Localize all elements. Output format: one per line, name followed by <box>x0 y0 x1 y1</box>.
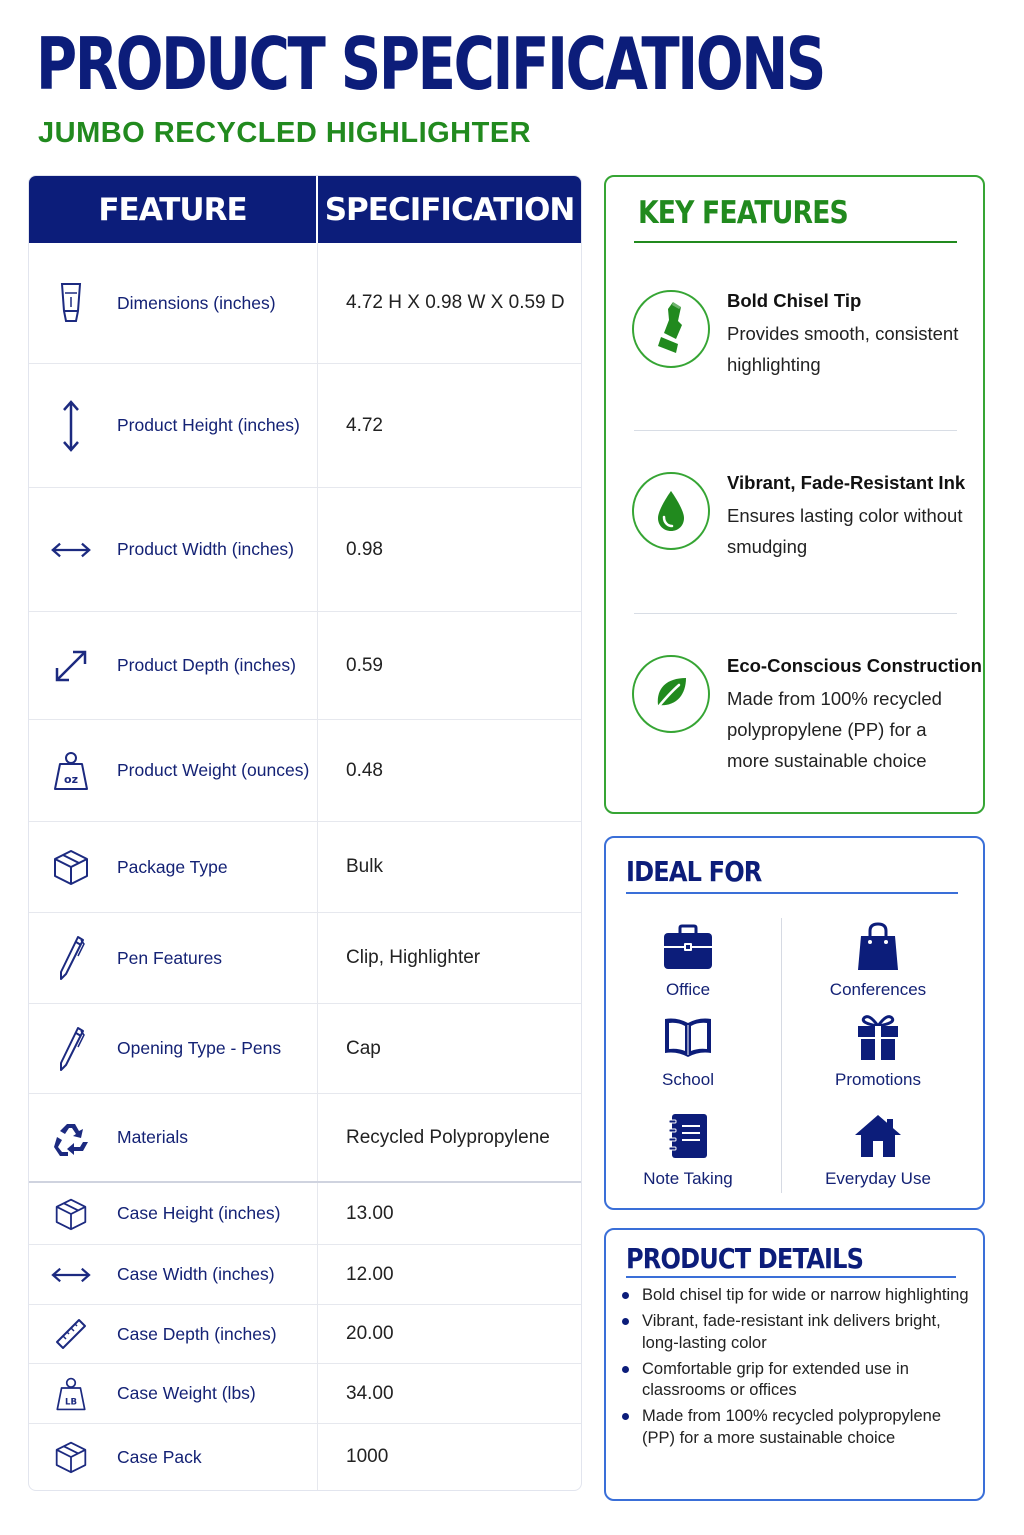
table-row <box>29 243 581 364</box>
gift-icon <box>851 1010 905 1064</box>
spec-value: 0.59 <box>346 654 383 676</box>
ideal-label: Note Taking <box>643 1169 733 1188</box>
spec-table-header <box>29 176 581 243</box>
page-subtitle: JUMBO RECYCLED HIGHLIGHTER <box>38 117 532 149</box>
house-icon <box>851 1109 905 1163</box>
feature-column-header: FEATURE <box>29 176 318 243</box>
svg-text:LB: LB <box>65 1396 77 1407</box>
spec-value: 0.48 <box>346 759 383 781</box>
table-row <box>29 1245 581 1305</box>
weight-lb-icon <box>51 1374 91 1414</box>
list-item: Comfortable grip for extended use in classrooms or offices <box>620 1359 970 1402</box>
bullet-icon <box>622 1292 629 1299</box>
spec-table <box>28 175 582 1491</box>
feature-label: Product Weight (ounces) <box>117 760 310 780</box>
pen-icon <box>51 1029 91 1069</box>
feature-label: Case Pack <box>117 1446 202 1467</box>
bullet-icon <box>622 1366 629 1373</box>
bullet-icon <box>622 1413 629 1420</box>
table-row <box>29 488 581 612</box>
table-row <box>29 364 581 488</box>
feature-label: Case Width (inches) <box>117 1264 275 1284</box>
key-feature-title: Eco-Conscious Construction <box>727 655 982 676</box>
feature-label: Case Weight (lbs) <box>117 1383 256 1403</box>
pen-icon <box>51 938 91 978</box>
briefcase-icon <box>661 920 715 974</box>
ideal-item-everyday-use <box>803 1109 953 1189</box>
product-details-title: PRODUCT DETAILS <box>626 1242 864 1275</box>
feature-label: Materials <box>117 1127 188 1147</box>
bullet-icon <box>622 1318 629 1325</box>
feature-label: Package Type <box>117 856 228 877</box>
table-row <box>29 1305 581 1364</box>
key-features-separator <box>634 613 957 614</box>
ruler-icon <box>51 1314 91 1354</box>
list-item: Bold chisel tip for wide or narrow highlighting <box>620 1285 970 1307</box>
diagonal-arrow-icon <box>51 646 91 686</box>
svg-text:oz: oz <box>64 772 78 786</box>
vertical-arrow-icon <box>51 406 91 446</box>
feature-label: Dimensions (inches) <box>117 292 276 313</box>
ideal-label: Office <box>665 980 711 999</box>
product-details-panel <box>604 1228 985 1501</box>
feature-label: Pen Features <box>117 947 223 968</box>
spec-value: 0.98 <box>346 538 383 560</box>
product-details-list <box>620 1285 970 1454</box>
table-row <box>29 1004 581 1094</box>
spec-value: Bulk <box>346 856 383 877</box>
table-row <box>29 1183 581 1245</box>
spec-value: 34.00 <box>346 1382 394 1404</box>
product-details-divider <box>626 1276 956 1278</box>
feature-label: Case Height (inches) <box>117 1203 281 1223</box>
spec-value: Recycled Polypropylene <box>346 1126 550 1148</box>
spec-value: 4.72 <box>346 414 383 436</box>
spec-value: Cap <box>346 1037 381 1059</box>
ideal-item-promotions <box>803 1010 953 1090</box>
key-features-separator <box>634 430 957 431</box>
leaf-icon <box>632 655 710 733</box>
list-item: Vibrant, fade-resistant ink delivers bright, long-lasting color <box>620 1311 970 1354</box>
page-title: PRODUCT SPECIFICATIONS <box>36 22 825 106</box>
table-row <box>29 720 581 822</box>
ideal-for-title: IDEAL FOR <box>626 855 762 888</box>
table-row <box>29 822 581 913</box>
table-row <box>29 1424 581 1490</box>
recycle-icon <box>51 1118 91 1158</box>
ideal-item-conferences <box>803 920 953 1000</box>
specification-column-header: SPECIFICATION <box>324 191 575 228</box>
ideal-label: School <box>662 1070 714 1089</box>
ideal-label: Everyday Use <box>825 1169 931 1188</box>
spec-value: 1000 <box>346 1446 389 1467</box>
feature-label: Product Height (inches) <box>117 415 300 435</box>
spec-value: 13.00 <box>346 1202 394 1224</box>
key-feature-desc: Made from 100% recycled polypropylene (PP) for a more sustainable choice <box>727 688 942 771</box>
ideal-label: Promotions <box>835 1070 921 1089</box>
package-box-icon <box>51 1194 91 1234</box>
spec-value: Clip, Highlighter <box>346 947 481 968</box>
horizontal-arrow-icon <box>51 1255 91 1295</box>
spec-value: 4.72 H X 0.98 W X 0.59 D <box>346 292 565 313</box>
package-box-icon <box>51 1437 91 1477</box>
package-box-icon <box>51 847 91 887</box>
spec-value: 12.00 <box>346 1263 394 1285</box>
ink-drop-icon <box>632 472 710 550</box>
key-feature-title: Bold Chisel Tip <box>727 290 862 311</box>
key-feature-desc: Ensures lasting color without smudging <box>727 505 963 557</box>
key-features-panel <box>604 175 985 814</box>
feature-label: Product Width (inches) <box>117 539 295 559</box>
key-features-title: KEY FEATURES <box>638 195 848 231</box>
ideal-for-divider <box>626 892 958 894</box>
ideal-item-note-taking <box>613 1109 763 1189</box>
notebook-icon <box>661 1109 715 1163</box>
shopping-bag-icon <box>851 920 905 974</box>
ideal-item-school <box>613 1010 763 1090</box>
highlighter-outline-icon <box>51 283 91 323</box>
ideal-item-office <box>613 920 763 1000</box>
table-row <box>29 1364 581 1424</box>
horizontal-arrow-icon <box>51 530 91 570</box>
feature-label: Product Depth (inches) <box>117 655 296 675</box>
weight-oz-icon <box>51 751 91 791</box>
ideal-label: Conferences <box>829 980 927 999</box>
spec-value: 20.00 <box>346 1323 394 1344</box>
key-feature-desc: Provides smooth, consistent highlighting <box>727 323 959 375</box>
feature-label: Case Depth (inches) <box>117 1323 277 1344</box>
highlighter-icon <box>632 290 710 368</box>
book-icon <box>661 1010 715 1064</box>
ideal-column-divider <box>781 918 782 1193</box>
key-features-divider <box>634 241 957 243</box>
ideal-for-panel <box>604 836 985 1210</box>
list-item: Made from 100% recycled polypropylene (PP) for a more sustainable choice <box>620 1406 970 1449</box>
feature-label: Opening Type - Pens <box>117 1038 282 1058</box>
table-row <box>29 1094 581 1183</box>
key-feature-title: Vibrant, Fade-Resistant Ink <box>727 472 966 493</box>
table-row <box>29 612 581 720</box>
table-row <box>29 913 581 1004</box>
